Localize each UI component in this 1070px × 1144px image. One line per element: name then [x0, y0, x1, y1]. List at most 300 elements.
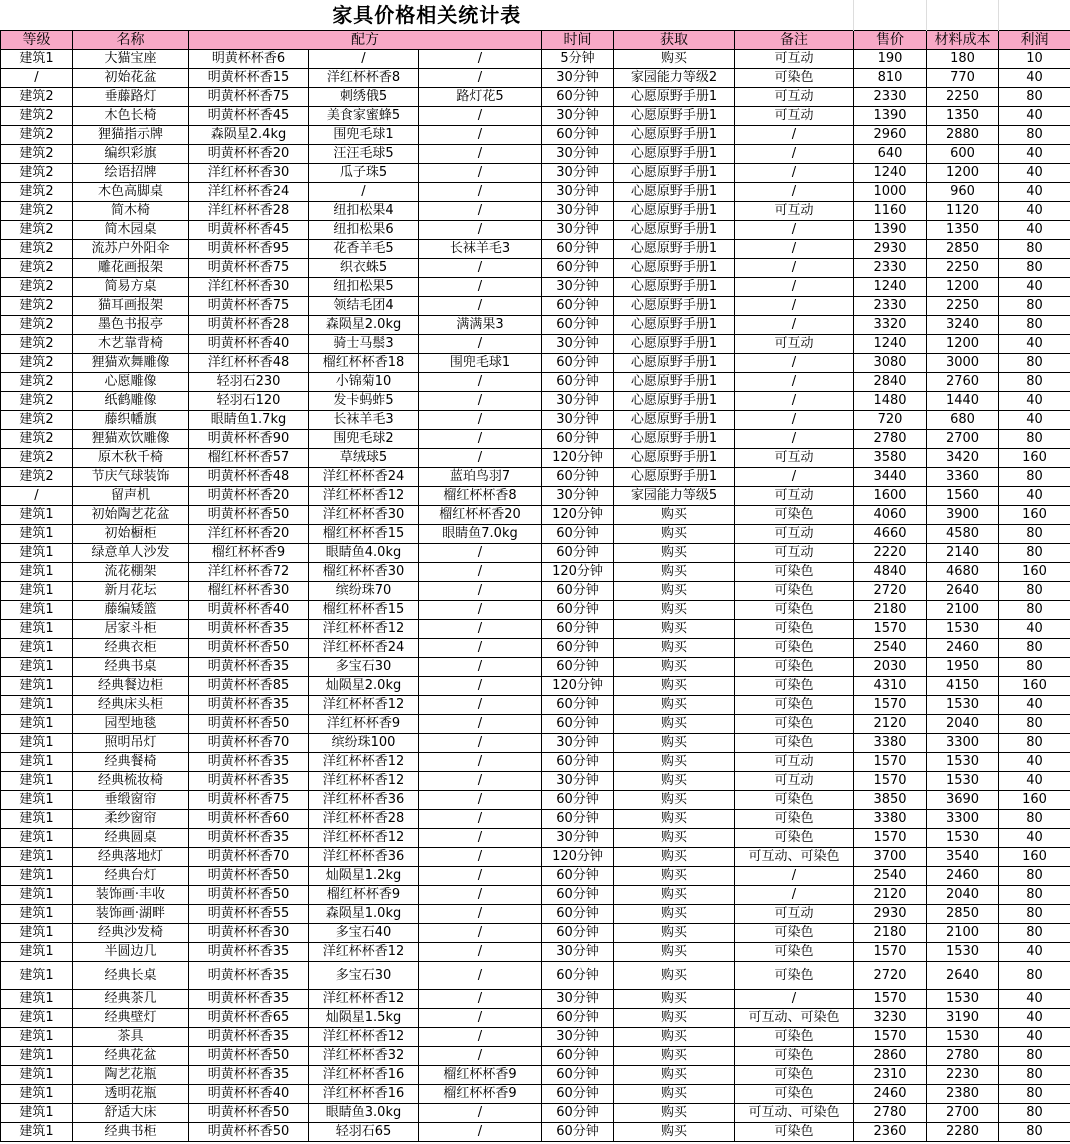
- cell-price[interactable]: 1240: [854, 335, 927, 354]
- cell-profit[interactable]: 160: [999, 791, 1070, 810]
- cell-profit[interactable]: 40: [999, 943, 1070, 962]
- cell-price[interactable]: 2540: [854, 867, 927, 886]
- cell-recipe-2[interactable]: 洋红杯杯香12: [309, 990, 419, 1009]
- cell-name[interactable]: 经典梳妆椅: [73, 772, 189, 791]
- cell-note[interactable]: 可染色: [735, 658, 854, 677]
- header-price[interactable]: 售价: [854, 31, 927, 50]
- cell-recipe-2[interactable]: 洋红杯杯香8: [309, 69, 419, 88]
- cell-recipe-2[interactable]: /: [309, 183, 419, 202]
- cell-price[interactable]: 3320: [854, 316, 927, 335]
- cell-profit[interactable]: 80: [999, 259, 1070, 278]
- cell-price[interactable]: 2930: [854, 240, 927, 259]
- cell-recipe-2[interactable]: 洋红杯杯香12: [309, 829, 419, 848]
- cell-note[interactable]: 可染色: [735, 582, 854, 601]
- cell-note[interactable]: 可染色: [735, 563, 854, 582]
- cell-grade[interactable]: 建筑2: [1, 88, 73, 107]
- cell-profit[interactable]: 160: [999, 848, 1070, 867]
- cell-note[interactable]: 可染色: [735, 1066, 854, 1085]
- cell-recipe-2[interactable]: 森陨星1.0kg: [309, 905, 419, 924]
- cell-recipe-2[interactable]: 灿陨星1.5kg: [309, 1009, 419, 1028]
- cell-note[interactable]: /: [735, 867, 854, 886]
- cell-price[interactable]: 1390: [854, 221, 927, 240]
- cell-recipe-1[interactable]: 明黄杯杯香28: [189, 316, 309, 335]
- cell-name[interactable]: 园型地毯: [73, 715, 189, 734]
- cell-name[interactable]: 心愿雕像: [73, 373, 189, 392]
- cell-price[interactable]: 3440: [854, 468, 927, 487]
- cell-recipe-2[interactable]: 围兜毛球2: [309, 430, 419, 449]
- cell-time[interactable]: 30分钟: [542, 1028, 614, 1047]
- cell-recipe-2[interactable]: 围兜毛球1: [309, 126, 419, 145]
- cell-source[interactable]: 心愿原野手册1: [614, 259, 735, 278]
- cell-cost[interactable]: 600: [927, 145, 999, 164]
- cell-note[interactable]: /: [735, 297, 854, 316]
- cell-cost[interactable]: 1350: [927, 107, 999, 126]
- cell-note[interactable]: 可互动: [735, 202, 854, 221]
- cell-profit[interactable]: 80: [999, 316, 1070, 335]
- cell-source[interactable]: 购买: [614, 962, 735, 990]
- cell-price[interactable]: 1570: [854, 696, 927, 715]
- cell-note[interactable]: 可互动、可染色: [735, 1009, 854, 1028]
- cell-cost[interactable]: 1530: [927, 943, 999, 962]
- cell-recipe-3[interactable]: /: [419, 620, 542, 639]
- cell-recipe-1[interactable]: 洋红杯杯香30: [189, 164, 309, 183]
- cell-source[interactable]: 心愿原野手册1: [614, 88, 735, 107]
- cell-cost[interactable]: 1200: [927, 164, 999, 183]
- cell-grade[interactable]: 建筑2: [1, 297, 73, 316]
- cell-source[interactable]: 心愿原野手册1: [614, 373, 735, 392]
- cell-source[interactable]: 购买: [614, 867, 735, 886]
- cell-grade[interactable]: 建筑1: [1, 506, 73, 525]
- cell-grade[interactable]: 建筑2: [1, 145, 73, 164]
- cell-grade[interactable]: 建筑1: [1, 1104, 73, 1123]
- cell-name[interactable]: 留声机: [73, 487, 189, 506]
- cell-time[interactable]: 60分钟: [542, 297, 614, 316]
- cell-name[interactable]: 茶具: [73, 1028, 189, 1047]
- empty-cell[interactable]: [999, 0, 1070, 31]
- cell-recipe-2[interactable]: 洋红杯杯香36: [309, 848, 419, 867]
- cell-recipe-3[interactable]: /: [419, 1009, 542, 1028]
- cell-note[interactable]: 可互动: [735, 449, 854, 468]
- cell-price[interactable]: 3380: [854, 734, 927, 753]
- cell-name[interactable]: 猫耳画报架: [73, 297, 189, 316]
- cell-name[interactable]: 居家斗柜: [73, 620, 189, 639]
- cell-recipe-2[interactable]: 花香羊毛5: [309, 240, 419, 259]
- cell-note[interactable]: 可染色: [735, 1085, 854, 1104]
- cell-price[interactable]: 1570: [854, 990, 927, 1009]
- cell-recipe-3[interactable]: /: [419, 430, 542, 449]
- cell-recipe-1[interactable]: 明黄杯杯香35: [189, 990, 309, 1009]
- cell-profit[interactable]: 80: [999, 1047, 1070, 1066]
- cell-time[interactable]: 60分钟: [542, 658, 614, 677]
- cell-source[interactable]: 心愿原野手册1: [614, 221, 735, 240]
- cell-time[interactable]: 120分钟: [542, 449, 614, 468]
- cell-recipe-1[interactable]: 明黄杯杯香50: [189, 1123, 309, 1142]
- cell-source[interactable]: 购买: [614, 677, 735, 696]
- cell-grade[interactable]: 建筑2: [1, 278, 73, 297]
- cell-recipe-3[interactable]: /: [419, 753, 542, 772]
- cell-recipe-3[interactable]: /: [419, 924, 542, 943]
- cell-cost[interactable]: 2460: [927, 867, 999, 886]
- cell-source[interactable]: 心愿原野手册1: [614, 202, 735, 221]
- cell-recipe-3[interactable]: 榴红杯杯香9: [419, 1066, 542, 1085]
- cell-cost[interactable]: 960: [927, 183, 999, 202]
- cell-grade[interactable]: 建筑1: [1, 772, 73, 791]
- cell-name[interactable]: 新月花坛: [73, 582, 189, 601]
- cell-name[interactable]: 经典餐边柜: [73, 677, 189, 696]
- cell-profit[interactable]: 40: [999, 107, 1070, 126]
- cell-time[interactable]: 30分钟: [542, 487, 614, 506]
- cell-name[interactable]: 编织彩旗: [73, 145, 189, 164]
- cell-profit[interactable]: 80: [999, 1085, 1070, 1104]
- cell-name[interactable]: 狸猫指示牌: [73, 126, 189, 145]
- cell-time[interactable]: 60分钟: [542, 316, 614, 335]
- cell-recipe-3[interactable]: /: [419, 1123, 542, 1142]
- cell-cost[interactable]: 2100: [927, 924, 999, 943]
- cell-cost[interactable]: 1530: [927, 1028, 999, 1047]
- cell-profit[interactable]: 80: [999, 1104, 1070, 1123]
- cell-profit[interactable]: 40: [999, 392, 1070, 411]
- cell-grade[interactable]: 建筑1: [1, 867, 73, 886]
- cell-time[interactable]: 60分钟: [542, 1085, 614, 1104]
- cell-grade[interactable]: 建筑2: [1, 468, 73, 487]
- cell-name[interactable]: 藤织幡旗: [73, 411, 189, 430]
- cell-time[interactable]: 30分钟: [542, 829, 614, 848]
- cell-recipe-3[interactable]: /: [419, 50, 542, 69]
- cell-source[interactable]: 心愿原野手册1: [614, 411, 735, 430]
- cell-time[interactable]: 60分钟: [542, 620, 614, 639]
- cell-price[interactable]: 1160: [854, 202, 927, 221]
- cell-recipe-3[interactable]: /: [419, 867, 542, 886]
- cell-source[interactable]: 购买: [614, 506, 735, 525]
- cell-profit[interactable]: 80: [999, 924, 1070, 943]
- cell-source[interactable]: 心愿原野手册1: [614, 316, 735, 335]
- cell-recipe-2[interactable]: 多宝石40: [309, 924, 419, 943]
- cell-cost[interactable]: 2040: [927, 886, 999, 905]
- cell-cost[interactable]: 1200: [927, 278, 999, 297]
- cell-recipe-1[interactable]: 明黄杯杯香75: [189, 88, 309, 107]
- cell-source[interactable]: 心愿原野手册1: [614, 107, 735, 126]
- cell-profit[interactable]: 80: [999, 525, 1070, 544]
- cell-recipe-1[interactable]: 明黄杯杯香95: [189, 240, 309, 259]
- cell-time[interactable]: 30分钟: [542, 278, 614, 297]
- cell-recipe-1[interactable]: 明黄杯杯香65: [189, 1009, 309, 1028]
- cell-price[interactable]: 4310: [854, 677, 927, 696]
- cell-source[interactable]: 心愿原野手册1: [614, 183, 735, 202]
- cell-time[interactable]: 120分钟: [542, 848, 614, 867]
- cell-grade[interactable]: 建筑1: [1, 563, 73, 582]
- cell-recipe-3[interactable]: /: [419, 658, 542, 677]
- cell-recipe-3[interactable]: /: [419, 164, 542, 183]
- cell-recipe-2[interactable]: 发卡蚂蚱5: [309, 392, 419, 411]
- cell-price[interactable]: 3230: [854, 1009, 927, 1028]
- cell-grade[interactable]: 建筑2: [1, 373, 73, 392]
- cell-name[interactable]: 简木椅: [73, 202, 189, 221]
- cell-cost[interactable]: 1530: [927, 772, 999, 791]
- cell-recipe-1[interactable]: 明黄杯杯香6: [189, 50, 309, 69]
- cell-time[interactable]: 60分钟: [542, 430, 614, 449]
- cell-name[interactable]: 陶艺花瓶: [73, 1066, 189, 1085]
- cell-recipe-2[interactable]: 洋红杯杯香12: [309, 753, 419, 772]
- cell-source[interactable]: 购买: [614, 620, 735, 639]
- cell-name[interactable]: 垂藤路灯: [73, 88, 189, 107]
- cell-name[interactable]: 舒适大床: [73, 1104, 189, 1123]
- cell-profit[interactable]: 80: [999, 582, 1070, 601]
- cell-cost[interactable]: 2780: [927, 1047, 999, 1066]
- cell-name[interactable]: 经典壁灯: [73, 1009, 189, 1028]
- cell-recipe-2[interactable]: 洋红杯杯香16: [309, 1066, 419, 1085]
- cell-note[interactable]: /: [735, 430, 854, 449]
- cell-recipe-1[interactable]: 明黄杯杯香60: [189, 810, 309, 829]
- cell-profit[interactable]: 80: [999, 240, 1070, 259]
- cell-recipe-2[interactable]: 眼睛鱼3.0kg: [309, 1104, 419, 1123]
- cell-cost[interactable]: 2640: [927, 582, 999, 601]
- cell-grade[interactable]: 建筑2: [1, 183, 73, 202]
- cell-name[interactable]: 绿意单人沙发: [73, 544, 189, 563]
- cell-recipe-3[interactable]: /: [419, 259, 542, 278]
- cell-recipe-2[interactable]: 洋红杯杯香28: [309, 810, 419, 829]
- cell-grade[interactable]: 建筑1: [1, 1123, 73, 1142]
- cell-price[interactable]: 2030: [854, 658, 927, 677]
- cell-recipe-2[interactable]: 瓜子珠5: [309, 164, 419, 183]
- cell-recipe-3[interactable]: /: [419, 1047, 542, 1066]
- cell-price[interactable]: 4060: [854, 506, 927, 525]
- cell-price[interactable]: 2180: [854, 924, 927, 943]
- cell-grade[interactable]: 建筑2: [1, 202, 73, 221]
- cell-source[interactable]: 购买: [614, 1028, 735, 1047]
- empty-cell[interactable]: [927, 0, 999, 31]
- cell-recipe-1[interactable]: 洋红杯杯香48: [189, 354, 309, 373]
- cell-recipe-3[interactable]: /: [419, 297, 542, 316]
- cell-recipe-1[interactable]: 明黄杯杯香55: [189, 905, 309, 924]
- cell-profit[interactable]: 80: [999, 658, 1070, 677]
- header-note[interactable]: 备注: [735, 31, 854, 50]
- cell-profit[interactable]: 40: [999, 620, 1070, 639]
- cell-time[interactable]: 30分钟: [542, 734, 614, 753]
- cell-profit[interactable]: 160: [999, 449, 1070, 468]
- cell-note[interactable]: 可互动: [735, 88, 854, 107]
- cell-grade[interactable]: 建筑1: [1, 848, 73, 867]
- cell-recipe-1[interactable]: 明黄杯杯香35: [189, 753, 309, 772]
- cell-recipe-2[interactable]: 灿陨星2.0kg: [309, 677, 419, 696]
- cell-recipe-3[interactable]: /: [419, 677, 542, 696]
- cell-time[interactable]: 30分钟: [542, 69, 614, 88]
- cell-profit[interactable]: 40: [999, 202, 1070, 221]
- cell-recipe-3[interactable]: /: [419, 582, 542, 601]
- cell-price[interactable]: 4660: [854, 525, 927, 544]
- cell-profit[interactable]: 40: [999, 278, 1070, 297]
- cell-recipe-1[interactable]: 明黄杯杯香15: [189, 69, 309, 88]
- cell-cost[interactable]: 2460: [927, 639, 999, 658]
- cell-source[interactable]: 心愿原野手册1: [614, 335, 735, 354]
- cell-price[interactable]: 1570: [854, 620, 927, 639]
- cell-source[interactable]: 购买: [614, 753, 735, 772]
- cell-profit[interactable]: 80: [999, 373, 1070, 392]
- cell-note[interactable]: /: [735, 126, 854, 145]
- cell-recipe-2[interactable]: 洋红杯杯香36: [309, 791, 419, 810]
- cell-note[interactable]: 可染色: [735, 715, 854, 734]
- cell-price[interactable]: 1570: [854, 772, 927, 791]
- cell-recipe-1[interactable]: 明黄杯杯香50: [189, 639, 309, 658]
- cell-time[interactable]: 30分钟: [542, 990, 614, 1009]
- cell-source[interactable]: 心愿原野手册1: [614, 430, 735, 449]
- header-time[interactable]: 时间: [542, 31, 614, 50]
- cell-grade[interactable]: 建筑2: [1, 164, 73, 183]
- cell-name[interactable]: 经典台灯: [73, 867, 189, 886]
- cell-recipe-3[interactable]: /: [419, 791, 542, 810]
- cell-time[interactable]: 60分钟: [542, 696, 614, 715]
- cell-note[interactable]: 可染色: [735, 506, 854, 525]
- cell-note[interactable]: /: [735, 886, 854, 905]
- cell-name[interactable]: 节庆气球装饰: [73, 468, 189, 487]
- cell-profit[interactable]: 80: [999, 1066, 1070, 1085]
- cell-grade[interactable]: 建筑1: [1, 886, 73, 905]
- cell-name[interactable]: 经典长桌: [73, 962, 189, 990]
- cell-recipe-1[interactable]: 明黄杯杯香90: [189, 430, 309, 449]
- cell-source[interactable]: 购买: [614, 1047, 735, 1066]
- cell-cost[interactable]: 2850: [927, 905, 999, 924]
- cell-name[interactable]: 经典圆桌: [73, 829, 189, 848]
- cell-grade[interactable]: 建筑2: [1, 411, 73, 430]
- cell-time[interactable]: 30分钟: [542, 107, 614, 126]
- cell-note[interactable]: /: [735, 145, 854, 164]
- cell-source[interactable]: 心愿原野手册1: [614, 297, 735, 316]
- cell-price[interactable]: 1240: [854, 278, 927, 297]
- cell-recipe-2[interactable]: 纽扣松果5: [309, 278, 419, 297]
- cell-recipe-3[interactable]: /: [419, 563, 542, 582]
- cell-note[interactable]: 可染色: [735, 677, 854, 696]
- cell-recipe-1[interactable]: 明黄杯杯香75: [189, 297, 309, 316]
- cell-price[interactable]: 1570: [854, 1028, 927, 1047]
- cell-profit[interactable]: 80: [999, 88, 1070, 107]
- cell-cost[interactable]: 4580: [927, 525, 999, 544]
- cell-cost[interactable]: 1560: [927, 487, 999, 506]
- cell-price[interactable]: 2460: [854, 1085, 927, 1104]
- cell-recipe-3[interactable]: /: [419, 601, 542, 620]
- cell-source[interactable]: 心愿原野手册1: [614, 468, 735, 487]
- cell-profit[interactable]: 80: [999, 430, 1070, 449]
- cell-grade[interactable]: 建筑1: [1, 696, 73, 715]
- cell-note[interactable]: /: [735, 411, 854, 430]
- cell-cost[interactable]: 1440: [927, 392, 999, 411]
- cell-recipe-2[interactable]: 眼睛鱼4.0kg: [309, 544, 419, 563]
- cell-time[interactable]: 120分钟: [542, 506, 614, 525]
- cell-cost[interactable]: 3300: [927, 810, 999, 829]
- cell-recipe-1[interactable]: 明黄杯杯香75: [189, 791, 309, 810]
- cell-time[interactable]: 30分钟: [542, 145, 614, 164]
- cell-price[interactable]: 2720: [854, 962, 927, 990]
- cell-time[interactable]: 120分钟: [542, 563, 614, 582]
- cell-time[interactable]: 60分钟: [542, 1066, 614, 1085]
- cell-recipe-3[interactable]: /: [419, 829, 542, 848]
- cell-recipe-3[interactable]: 眼睛鱼7.0kg: [419, 525, 542, 544]
- cell-name[interactable]: 木艺靠背椅: [73, 335, 189, 354]
- cell-cost[interactable]: 1530: [927, 990, 999, 1009]
- cell-time[interactable]: 30分钟: [542, 164, 614, 183]
- cell-source[interactable]: 购买: [614, 734, 735, 753]
- cell-time[interactable]: 30分钟: [542, 411, 614, 430]
- cell-recipe-3[interactable]: /: [419, 411, 542, 430]
- cell-cost[interactable]: 2880: [927, 126, 999, 145]
- cell-price[interactable]: 2840: [854, 373, 927, 392]
- cell-price[interactable]: 1570: [854, 753, 927, 772]
- cell-profit[interactable]: 160: [999, 563, 1070, 582]
- cell-profit[interactable]: 40: [999, 183, 1070, 202]
- cell-grade[interactable]: 建筑1: [1, 962, 73, 990]
- cell-note[interactable]: /: [735, 278, 854, 297]
- cell-grade[interactable]: 建筑1: [1, 1085, 73, 1104]
- cell-profit[interactable]: 40: [999, 829, 1070, 848]
- cell-recipe-2[interactable]: 洋红杯杯香30: [309, 506, 419, 525]
- cell-price[interactable]: 2860: [854, 1047, 927, 1066]
- cell-profit[interactable]: 40: [999, 411, 1070, 430]
- cell-grade[interactable]: 建筑1: [1, 582, 73, 601]
- cell-source[interactable]: 购买: [614, 525, 735, 544]
- cell-recipe-3[interactable]: /: [419, 1028, 542, 1047]
- cell-recipe-1[interactable]: 眼睛鱼1.7kg: [189, 411, 309, 430]
- cell-grade[interactable]: 建筑1: [1, 715, 73, 734]
- cell-recipe-1[interactable]: 明黄杯杯香50: [189, 886, 309, 905]
- cell-cost[interactable]: 2250: [927, 88, 999, 107]
- cell-grade[interactable]: 建筑1: [1, 990, 73, 1009]
- empty-cell[interactable]: [854, 0, 927, 31]
- cell-profit[interactable]: 40: [999, 753, 1070, 772]
- cell-recipe-3[interactable]: 长袜羊毛3: [419, 240, 542, 259]
- cell-note[interactable]: /: [735, 240, 854, 259]
- cell-cost[interactable]: 2100: [927, 601, 999, 620]
- cell-recipe-3[interactable]: 蓝珀鸟羽7: [419, 468, 542, 487]
- cell-note[interactable]: /: [735, 990, 854, 1009]
- cell-cost[interactable]: 1530: [927, 696, 999, 715]
- cell-time[interactable]: 60分钟: [542, 1009, 614, 1028]
- cell-price[interactable]: 1570: [854, 943, 927, 962]
- cell-price[interactable]: 2540: [854, 639, 927, 658]
- cell-recipe-1[interactable]: 明黄杯杯香50: [189, 1104, 309, 1123]
- cell-source[interactable]: 购买: [614, 924, 735, 943]
- cell-source[interactable]: 心愿原野手册1: [614, 392, 735, 411]
- cell-recipe-1[interactable]: 明黄杯杯香70: [189, 734, 309, 753]
- cell-cost[interactable]: 3540: [927, 848, 999, 867]
- cell-recipe-2[interactable]: 缤纷珠70: [309, 582, 419, 601]
- cell-name[interactable]: 半圆边几: [73, 943, 189, 962]
- cell-time[interactable]: 60分钟: [542, 886, 614, 905]
- cell-note[interactable]: 可互动、可染色: [735, 1104, 854, 1123]
- cell-profit[interactable]: 80: [999, 867, 1070, 886]
- cell-price[interactable]: 2360: [854, 1123, 927, 1142]
- cell-name[interactable]: 藤编矮篮: [73, 601, 189, 620]
- cell-price[interactable]: 2780: [854, 1104, 927, 1123]
- cell-note[interactable]: 可染色: [735, 69, 854, 88]
- cell-recipe-2[interactable]: 织衣蛛5: [309, 259, 419, 278]
- cell-name[interactable]: 狸猫欢舞雕像: [73, 354, 189, 373]
- cell-price[interactable]: 3580: [854, 449, 927, 468]
- cell-grade[interactable]: 建筑1: [1, 601, 73, 620]
- cell-cost[interactable]: 2700: [927, 1104, 999, 1123]
- cell-note[interactable]: 可染色: [735, 1028, 854, 1047]
- cell-time[interactable]: 60分钟: [542, 468, 614, 487]
- cell-cost[interactable]: 1950: [927, 658, 999, 677]
- header-cost[interactable]: 材料成本: [927, 31, 999, 50]
- cell-recipe-3[interactable]: /: [419, 1104, 542, 1123]
- cell-cost[interactable]: 2040: [927, 715, 999, 734]
- cell-recipe-2[interactable]: 洋红杯杯香16: [309, 1085, 419, 1104]
- cell-cost[interactable]: 3360: [927, 468, 999, 487]
- cell-grade[interactable]: 建筑1: [1, 1009, 73, 1028]
- cell-recipe-1[interactable]: 森陨星2.4kg: [189, 126, 309, 145]
- cell-name[interactable]: 墨色书报亭: [73, 316, 189, 335]
- cell-price[interactable]: 3080: [854, 354, 927, 373]
- cell-cost[interactable]: 3240: [927, 316, 999, 335]
- cell-time[interactable]: 60分钟: [542, 601, 614, 620]
